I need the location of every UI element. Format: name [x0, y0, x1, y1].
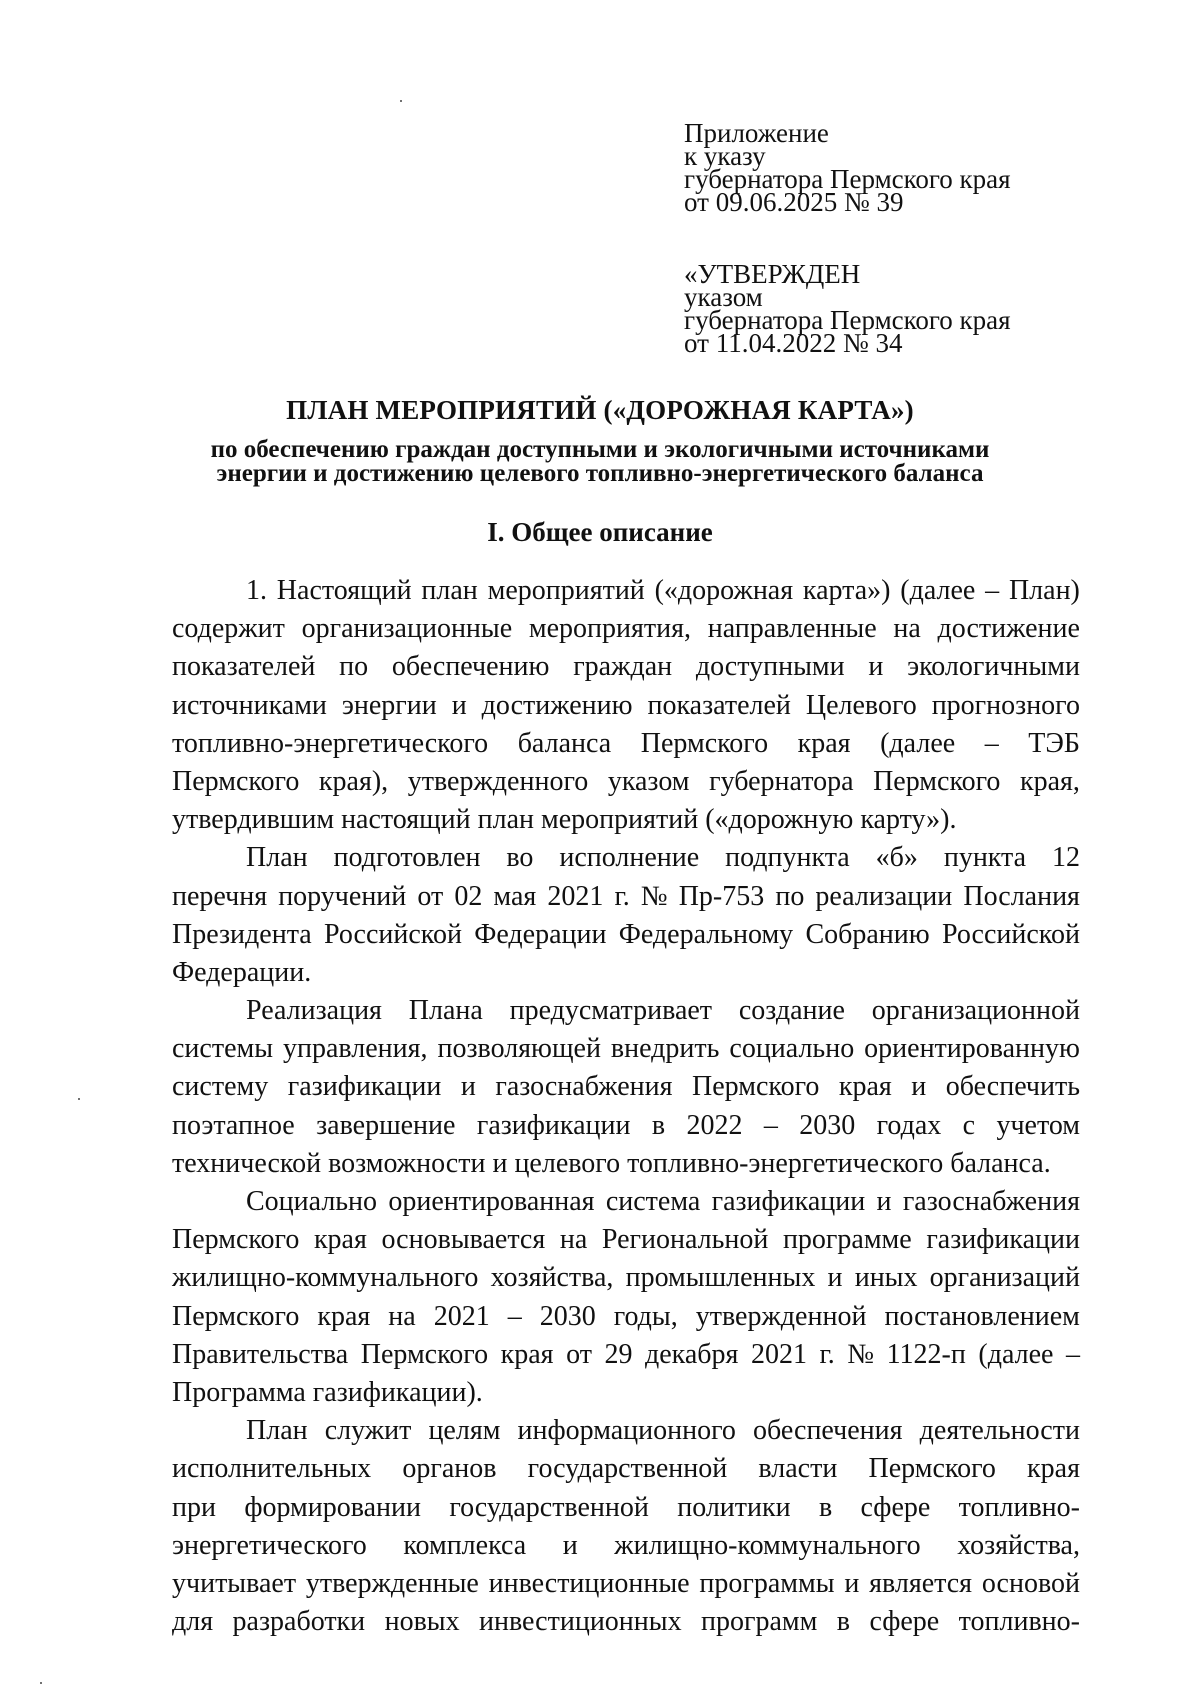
word: иных — [854, 1262, 918, 1294]
word: Социально — [246, 1186, 378, 1217]
word: топливно-энергетического — [172, 727, 489, 759]
word: № — [640, 880, 668, 912]
paragraph-line — [172, 839, 1080, 877]
subtitle-line: энергии и достижению целевого топливно-энергетического баланса — [216, 460, 984, 487]
paragraph-line — [172, 992, 1080, 1030]
word: и — [460, 1071, 476, 1103]
word: утвержденного — [407, 765, 589, 797]
word: инвестиционные — [488, 1567, 690, 1599]
paragraph-line: Программа газификации). — [172, 1376, 483, 1408]
word: газификации — [711, 1186, 866, 1217]
paragraph-line — [172, 916, 1080, 954]
word: – — [985, 575, 1000, 606]
paragraph-line — [172, 1336, 1080, 1374]
approval-line: от 11.04.2022 № 34 — [684, 328, 903, 358]
word: направленные — [707, 613, 877, 645]
word: топливно- — [958, 1491, 1080, 1523]
word: организаций — [929, 1262, 1080, 1294]
word: края, — [1020, 765, 1080, 797]
word: Целевого — [805, 689, 917, 721]
word: прогнозного — [931, 689, 1080, 721]
word: Пермского — [172, 765, 300, 797]
paragraph-line — [172, 1259, 1080, 1297]
appendix-line: от 09.06.2025 № 39 — [684, 187, 904, 217]
subtitle-line: по обеспечению граждан доступными и экологичными источниками — [210, 436, 990, 463]
word: газификации — [926, 1224, 1080, 1256]
word: газификации — [287, 1071, 442, 1103]
word: предусматривает — [509, 995, 713, 1027]
word: – — [984, 727, 999, 759]
word: системы — [172, 1033, 274, 1065]
word: показателей — [647, 689, 791, 721]
word: Пермского — [873, 765, 1001, 797]
word: целям — [428, 1415, 501, 1447]
word: газификации — [476, 1109, 631, 1141]
section-heading: I. Общее описание — [487, 517, 713, 547]
word: утвержденной — [695, 1300, 867, 1332]
document-subtitle — [0, 438, 1200, 486]
word: новых — [384, 1606, 460, 1638]
word: при — [172, 1491, 216, 1523]
document-title: ПЛАН МЕРОПРИЯТИЙ («ДОРОЖНАЯ КАРТА») — [286, 395, 914, 425]
word: Региональной — [601, 1224, 769, 1256]
word: Пермского — [360, 1338, 489, 1370]
word: органов — [402, 1453, 497, 1485]
word: («дорожная — [654, 575, 794, 606]
word: (далее — [880, 727, 956, 759]
word: Послания — [963, 880, 1080, 912]
word: 02 — [454, 880, 483, 912]
word: перечня — [172, 880, 268, 912]
word: мая — [493, 880, 537, 912]
word: края — [1027, 1453, 1080, 1485]
word: поэтапное — [172, 1109, 295, 1141]
word: источниками — [172, 689, 327, 721]
word: утвержденные — [305, 1567, 479, 1599]
word: достижению — [481, 689, 633, 721]
word: программы — [699, 1567, 835, 1599]
paragraph-line — [172, 725, 1080, 763]
appendix-line: губернатора Пермского края — [684, 164, 1011, 194]
word: пункта — [943, 842, 1027, 874]
paragraph-line: утвердившим настоящий план мероприятий («дорожную карту»). — [172, 804, 957, 836]
word: (далее — [900, 575, 976, 606]
word: газоснабжения — [495, 1071, 673, 1103]
word: обеспечения — [753, 1415, 903, 1447]
word: программе — [782, 1224, 912, 1256]
word: подготовлен — [333, 842, 481, 874]
word: указом — [607, 765, 690, 797]
word: обеспечить — [945, 1071, 1080, 1103]
word: для — [172, 1606, 214, 1638]
word: управления, — [283, 1033, 428, 1065]
word: жилищно-коммунального — [172, 1262, 479, 1294]
word: промышленных — [625, 1262, 816, 1294]
word: исполнительных — [172, 1453, 372, 1485]
paragraph-line — [172, 1527, 1080, 1565]
word: по — [775, 880, 805, 912]
word: позволяющей — [437, 1033, 601, 1065]
word: сфере — [860, 1491, 931, 1523]
word: по — [339, 651, 369, 683]
appendix-line: Приложение — [684, 118, 829, 148]
word: Пр-753 — [678, 880, 765, 912]
word: деятельности — [919, 1415, 1080, 1447]
paragraph-line — [172, 1603, 1080, 1641]
word: систему — [172, 1071, 269, 1103]
word: хозяйства, — [957, 1529, 1080, 1561]
word: Пермского — [172, 1300, 300, 1332]
word: и — [911, 1071, 927, 1103]
word: 2021 — [433, 1300, 490, 1332]
word: власти — [758, 1453, 838, 1485]
word: (далее — [978, 1338, 1054, 1370]
word: доступными — [695, 651, 845, 683]
word: 1. — [246, 575, 267, 606]
word: организационные — [301, 613, 513, 645]
word: План — [246, 1415, 308, 1447]
word: на — [559, 1224, 588, 1256]
word: и — [451, 689, 467, 721]
word: государственной — [449, 1491, 649, 1523]
word: экологичными — [907, 651, 1080, 683]
word: План) — [1008, 575, 1080, 606]
word: мероприятия, — [528, 613, 691, 645]
word: с — [962, 1109, 976, 1141]
approval-stamp-block — [684, 259, 1011, 358]
word: является — [869, 1567, 973, 1599]
word: государственной — [527, 1453, 728, 1485]
word: 2030 — [799, 1109, 856, 1141]
word: ориентированную — [864, 1033, 1080, 1065]
paragraph-line — [172, 687, 1080, 725]
word: 2030 — [539, 1300, 596, 1332]
word: мероприятий — [487, 575, 645, 606]
word: губернатора — [709, 765, 854, 797]
word: – — [763, 1109, 778, 1141]
paragraph-line — [172, 572, 1080, 610]
appendix-header — [684, 118, 1011, 217]
word: 12 — [1051, 842, 1080, 874]
paragraph-line — [172, 1183, 1080, 1221]
word: Правительства — [172, 1338, 349, 1370]
word: баланса — [517, 727, 612, 759]
word: хозяйства, — [490, 1262, 614, 1294]
word: основывается — [381, 1224, 546, 1256]
word: постановлением — [884, 1300, 1080, 1332]
word: внедрить — [610, 1033, 720, 1065]
word: энергетического — [172, 1529, 367, 1561]
word: карта») — [802, 575, 891, 606]
word: г. — [614, 880, 630, 912]
word: Пермского — [640, 727, 769, 759]
paragraph-line — [172, 1412, 1080, 1450]
word: и — [844, 1567, 860, 1599]
word: Российской — [941, 918, 1080, 950]
word: организационной — [871, 995, 1080, 1027]
paragraph-line — [172, 610, 1080, 648]
word: создание — [738, 995, 845, 1027]
word: реализации — [815, 880, 953, 912]
word: 1122-п — [886, 1338, 966, 1370]
word: края), — [318, 765, 389, 797]
word: показателей — [172, 651, 316, 683]
approval-line: губернатора Пермского края — [684, 305, 1011, 335]
paragraph-line: технической возможности и целевого топливно-энергетического баланса. — [172, 1147, 1051, 1179]
word: граждан — [573, 651, 673, 683]
word: достижение — [937, 613, 1080, 645]
word: в — [818, 1491, 833, 1523]
word: 2021 — [547, 880, 604, 912]
word: информационного — [517, 1415, 736, 1447]
word: Федеральному — [618, 918, 794, 950]
word: и — [827, 1262, 843, 1294]
word: формировании — [244, 1491, 421, 1523]
word: учитывает — [172, 1567, 297, 1599]
word: План — [246, 842, 308, 874]
paragraph-line — [172, 1068, 1080, 1106]
word: социально — [729, 1033, 855, 1065]
word: края — [500, 1338, 554, 1370]
word: на — [893, 613, 921, 645]
word: края — [317, 1300, 371, 1332]
word: Собранию — [805, 918, 930, 950]
word: Пермского — [868, 1453, 996, 1485]
word: края — [797, 727, 851, 759]
word: годах — [876, 1109, 942, 1141]
paragraph-line — [172, 878, 1080, 916]
word: края — [838, 1071, 892, 1103]
paragraph-line — [172, 1221, 1080, 1259]
appendix-line: к указу — [684, 141, 766, 171]
word: Российской — [323, 918, 462, 950]
word: Президента — [172, 918, 312, 950]
word: ТЭБ — [1028, 727, 1080, 759]
word: № — [847, 1338, 875, 1370]
word: в — [651, 1109, 666, 1141]
word: «б» — [875, 842, 918, 874]
word: ориентированная — [388, 1186, 595, 1217]
word: программ — [701, 1606, 818, 1638]
word: в — [836, 1606, 851, 1638]
word: от — [417, 880, 444, 912]
word: 2022 — [686, 1109, 743, 1141]
word: энергии — [341, 689, 437, 721]
word: служит — [324, 1415, 412, 1447]
word: во — [506, 842, 534, 874]
word: исполнение — [559, 842, 700, 874]
scan-speck — [400, 100, 402, 102]
paragraph-line — [172, 648, 1080, 686]
paragraph-line — [172, 1489, 1080, 1527]
word: система — [605, 1186, 701, 1217]
body-text — [172, 572, 1080, 1641]
word: – — [1066, 1338, 1080, 1370]
paragraph-line — [172, 1107, 1080, 1145]
word: подпункта — [725, 842, 850, 874]
approval-line: указом — [684, 282, 763, 312]
word: декабря — [645, 1338, 739, 1370]
word: края — [313, 1224, 367, 1256]
word: сфере — [869, 1606, 940, 1638]
word: Федерации — [474, 918, 607, 950]
word: топливно- — [958, 1606, 1080, 1638]
word: газоснабжения — [902, 1186, 1080, 1217]
word: г. — [819, 1338, 835, 1370]
scan-speck — [78, 1098, 80, 1100]
word: жилищно-коммунального — [614, 1529, 921, 1561]
word: основой — [981, 1567, 1080, 1599]
word: Пермского — [692, 1071, 820, 1103]
word: политики — [677, 1491, 791, 1523]
word: Реализация — [246, 995, 382, 1027]
word: годы, — [613, 1300, 678, 1332]
word: и — [562, 1529, 578, 1561]
approval-line: «УТВЕРЖДЕН — [684, 259, 861, 289]
word: Пермского — [172, 1224, 300, 1256]
word: комплекса — [403, 1529, 527, 1561]
word: и — [868, 651, 884, 683]
word: 29 — [604, 1338, 633, 1370]
paragraph-line: Федерации. — [172, 956, 312, 988]
word: на — [388, 1300, 416, 1332]
paragraph-line — [172, 1450, 1080, 1488]
word: содержит — [172, 613, 285, 645]
word: поручений — [278, 880, 407, 912]
word: завершение — [316, 1109, 456, 1141]
word: Настоящий — [276, 575, 412, 606]
word: от — [566, 1338, 592, 1370]
paragraph-line — [172, 1298, 1080, 1336]
word: обеспечению — [391, 651, 550, 683]
word: и — [876, 1186, 892, 1217]
word: разработки — [232, 1606, 366, 1638]
word: инвестиционных — [479, 1606, 682, 1638]
paragraph-line — [172, 1565, 1080, 1603]
word: Плана — [408, 995, 483, 1027]
scan-speck — [40, 1682, 42, 1684]
paragraph-line — [172, 763, 1080, 801]
word: учетом — [996, 1109, 1080, 1141]
word: 2021 — [750, 1338, 807, 1370]
word: – — [507, 1300, 522, 1332]
paragraph-line — [172, 1030, 1080, 1068]
word: план — [421, 575, 478, 606]
